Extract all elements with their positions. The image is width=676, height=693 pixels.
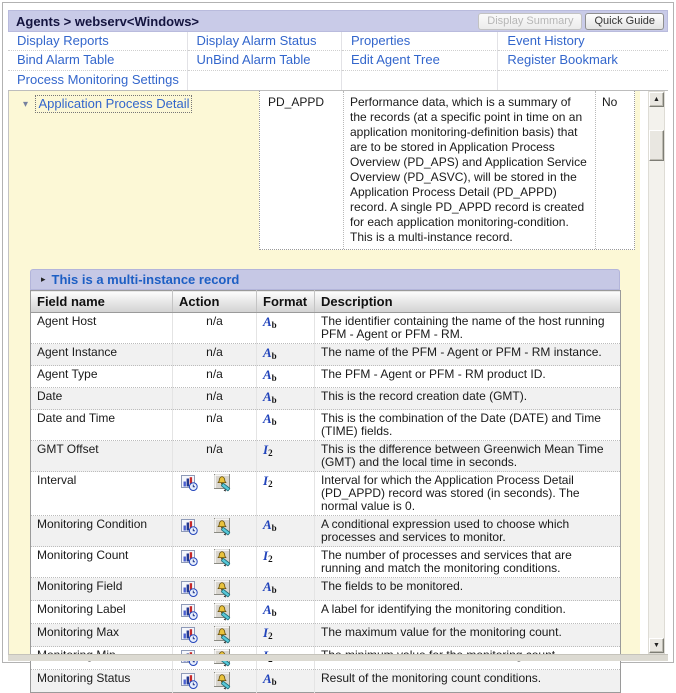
format-subscript: b (271, 417, 277, 427)
format-subscript: b (271, 373, 277, 383)
format-cell (257, 670, 315, 693)
format-subscript: b (271, 585, 277, 595)
format-letter: A (263, 517, 272, 532)
format-cell (257, 578, 315, 601)
edit-alarm-icon[interactable] (214, 672, 233, 690)
edit-alarm-icon[interactable] (214, 549, 233, 567)
integer-format-icon (263, 549, 273, 563)
scroll-down-icon[interactable]: ▼ (649, 638, 664, 653)
action-icons (179, 549, 250, 567)
field-row (31, 388, 621, 410)
bottom-frame-strip (8, 654, 668, 661)
text-format-icon (263, 580, 277, 594)
display-report-icon[interactable] (181, 626, 198, 644)
action-cell (173, 410, 257, 441)
field-row (31, 601, 621, 624)
fields-table-header-row (31, 291, 621, 313)
record-multi-instance-flag: No (602, 95, 618, 109)
menu-cell (8, 32, 188, 51)
text-format-icon (263, 518, 277, 532)
edit-alarm-icon[interactable] (214, 518, 233, 536)
record-detail-left (19, 95, 191, 113)
action-not-available: n/a (206, 367, 223, 381)
record-description-text: Performance data, which is a summary of the records (at a specific point in time on an application monitoring-definition basis) that are to be stored in Application Process Overview (PD_APS) and Application Service Overview (PD_ASVC), will be stored in the Application Process Detail (PD_APPD) record. A single PD_APPD record is created for each application monitoring-condition. (350, 95, 587, 229)
field-name-cell: GMT Offset (31, 441, 173, 472)
field-description-cell: Result of the monitoring count conditions. (315, 670, 621, 693)
column-header-field-name: Field name (31, 291, 173, 313)
menu-link-event-history[interactable]: Event History (507, 33, 585, 48)
field-name-cell: Monitoring Condition (31, 516, 173, 547)
field-row (31, 410, 621, 441)
menu-cell-empty (188, 71, 342, 90)
field-description-cell: A label for identifying the monitoring condition. (315, 601, 621, 624)
menu-link-bind-alarm-table[interactable]: Bind Alarm Table (17, 52, 115, 68)
action-cell (173, 366, 257, 388)
edit-alarm-icon[interactable] (214, 580, 233, 598)
scrollbar-thumb[interactable] (649, 130, 664, 161)
fields-table-body (31, 313, 621, 693)
field-description-cell: The name of the PFM - Agent or PFM - RM instance. (315, 344, 621, 366)
format-cell (257, 441, 315, 472)
format-letter: I (263, 473, 269, 488)
display-report-icon[interactable] (181, 603, 198, 621)
triangle-right-icon: ▸ (41, 274, 46, 284)
format-cell (257, 547, 315, 578)
display-report-icon[interactable] (181, 474, 198, 492)
page-title: Agents > webserv<Windows> (16, 13, 200, 29)
format-subscript: b (271, 395, 277, 405)
format-subscript: 2 (268, 448, 273, 458)
format-subscript: b (271, 608, 277, 618)
menu-link-process-monitoring-settings[interactable]: Process Monitoring Settings (17, 71, 179, 87)
action-not-available: n/a (206, 314, 223, 328)
field-name-cell: Interval (31, 472, 173, 516)
multi-instance-header[interactable] (30, 269, 620, 290)
field-description-cell: This is the combination of the Date (DATE) and Time (TIME) fields. (315, 410, 621, 441)
menu-link-display-alarm-status[interactable]: Display Alarm Status (196, 33, 317, 48)
format-subscript: 2 (268, 479, 273, 489)
format-letter: A (263, 345, 272, 360)
field-name-cell: Monitoring Max (31, 624, 173, 647)
menu-cell-empty (342, 71, 498, 90)
display-report-icon[interactable] (181, 549, 198, 567)
format-letter: A (263, 389, 272, 404)
field-row (31, 670, 621, 693)
menu-link-unbind-alarm-table[interactable]: UnBind Alarm Table (196, 52, 311, 68)
content-pane (8, 91, 640, 687)
column-header-action: Action (173, 291, 257, 313)
action-not-available: n/a (206, 345, 223, 359)
quick-guide-button[interactable]: Quick Guide (585, 13, 664, 30)
edit-alarm-icon[interactable] (214, 626, 233, 644)
column-header-format: Format (257, 291, 315, 313)
fields-table (30, 290, 621, 693)
format-letter: I (263, 625, 269, 640)
format-letter: A (263, 602, 272, 617)
format-subscript: b (271, 677, 277, 687)
action-icons (179, 518, 250, 536)
action-icons (179, 580, 250, 598)
display-report-icon[interactable] (181, 518, 198, 536)
menu-cell (342, 51, 498, 70)
record-detail-section (9, 91, 640, 259)
action-icons (179, 474, 250, 492)
agent-menu (8, 32, 668, 91)
edit-alarm-icon[interactable] (214, 474, 233, 492)
field-row (31, 313, 621, 344)
field-description-cell: The PFM - Agent or PFM - RM product ID. (315, 366, 621, 388)
action-icons (179, 603, 250, 621)
format-subscript: b (271, 320, 277, 330)
field-description-cell: A conditional expression used to choose which processes and services to monitor. (315, 516, 621, 547)
field-row (31, 624, 621, 647)
scroll-up-icon[interactable]: ▲ (649, 92, 664, 107)
vertical-scrollbar[interactable] (648, 91, 665, 654)
menu-cell (498, 32, 668, 51)
field-name-cell: Agent Host (31, 313, 173, 344)
menu-link-display-reports[interactable]: Display Reports (17, 33, 109, 48)
action-not-available: n/a (206, 389, 223, 403)
field-name-cell: Monitoring Status (31, 670, 173, 693)
action-cell (173, 670, 257, 693)
collapse-triangle-icon[interactable]: ▾ (22, 99, 29, 110)
format-letter: A (263, 367, 272, 382)
text-format-icon (263, 346, 277, 360)
format-cell (257, 366, 315, 388)
edit-alarm-icon[interactable] (214, 603, 233, 621)
format-cell (257, 410, 315, 441)
field-name-cell: Agent Type (31, 366, 173, 388)
format-letter: A (263, 579, 272, 594)
field-description-cell: The identifier containing the name of the host running PFM - Agent or PFM - RM. (315, 313, 621, 344)
column-header-description: Description (315, 291, 621, 313)
field-description-cell: This is the difference between Greenwich Mean Time (GMT) and the local time in seconds. (315, 441, 621, 472)
text-format-icon (263, 368, 277, 382)
field-description-cell: The maximum value for the monitoring count. (315, 624, 621, 647)
multi-instance-header-label: This is a multi-instance record (51, 272, 240, 287)
field-row (31, 366, 621, 388)
field-name-cell: Date and Time (31, 410, 173, 441)
field-description-cell: Interval for which the Application Process Detail (PD_APPD) record was stored (in seconds). The normal value is 0. (315, 472, 621, 516)
field-row (31, 441, 621, 472)
menu-cell (498, 51, 668, 70)
field-row (31, 472, 621, 516)
display-report-icon[interactable] (181, 580, 198, 598)
field-description-cell: This is the record creation date (GMT). (315, 388, 621, 410)
format-cell (257, 624, 315, 647)
text-format-icon (263, 603, 277, 617)
record-detail-panel (259, 91, 635, 250)
display-summary-button[interactable]: Display Summary (478, 13, 582, 30)
format-subscript: 2 (268, 631, 273, 641)
menu-cell (8, 51, 188, 70)
action-not-available: n/a (206, 411, 223, 425)
field-name-cell: Monitoring Count (31, 547, 173, 578)
format-letter: A (263, 411, 272, 426)
action-icons (179, 672, 250, 690)
format-cell (257, 344, 315, 366)
field-description-cell: The number of processes and services that are running and match the monitoring conditions. (315, 547, 621, 578)
agent-properties-window (2, 2, 674, 687)
display-report-icon[interactable] (181, 672, 198, 690)
field-name-cell: Date (31, 388, 173, 410)
format-cell (257, 472, 315, 516)
menu-cell (8, 71, 188, 90)
record-name-link[interactable]: Application Process Detail (38, 96, 190, 111)
record-description-note: This is a multi-instance record. (350, 230, 513, 244)
text-format-icon (263, 672, 277, 686)
record-id: PD_APPD (260, 91, 344, 249)
integer-format-icon (263, 474, 273, 488)
menu-link-properties[interactable]: Properties (350, 33, 411, 48)
format-subscript: 2 (268, 554, 273, 564)
field-row (31, 344, 621, 366)
format-cell (257, 388, 315, 410)
field-name-cell: Agent Instance (31, 344, 173, 366)
integer-format-icon (263, 626, 273, 640)
field-row (31, 516, 621, 547)
text-format-icon (263, 390, 277, 404)
format-subscript: b (271, 523, 277, 533)
action-cell (173, 624, 257, 647)
menu-cell (188, 32, 342, 51)
format-letter: I (263, 442, 269, 457)
action-cell (173, 547, 257, 578)
format-letter: A (263, 671, 272, 686)
format-letter: A (263, 314, 272, 329)
action-cell (173, 388, 257, 410)
format-cell (257, 516, 315, 547)
action-cell (173, 601, 257, 624)
field-row (31, 547, 621, 578)
menu-link-edit-agent-tree[interactable]: Edit Agent Tree (350, 52, 440, 68)
field-row (31, 578, 621, 601)
field-name-cell: Monitoring Label (31, 601, 173, 624)
menu-cell-empty (498, 71, 668, 90)
menu-cell (342, 32, 498, 51)
action-cell (173, 441, 257, 472)
menu-link-register-bookmark[interactable]: Register Bookmark (507, 52, 618, 68)
titlebar (8, 10, 668, 32)
text-format-icon (263, 412, 277, 426)
format-subscript: b (271, 351, 277, 361)
action-not-available: n/a (206, 442, 223, 456)
format-letter: I (263, 548, 269, 563)
menu-cell (188, 51, 342, 70)
action-cell (173, 313, 257, 344)
action-cell (173, 578, 257, 601)
action-icons (179, 626, 250, 644)
action-cell (173, 344, 257, 366)
text-format-icon (263, 315, 277, 329)
field-description-cell: The fields to be monitored. (315, 578, 621, 601)
action-cell (173, 472, 257, 516)
integer-format-icon (263, 443, 273, 457)
action-cell (173, 516, 257, 547)
field-name-cell: Monitoring Field (31, 578, 173, 601)
format-cell (257, 601, 315, 624)
format-cell (257, 313, 315, 344)
record-description (344, 91, 596, 249)
